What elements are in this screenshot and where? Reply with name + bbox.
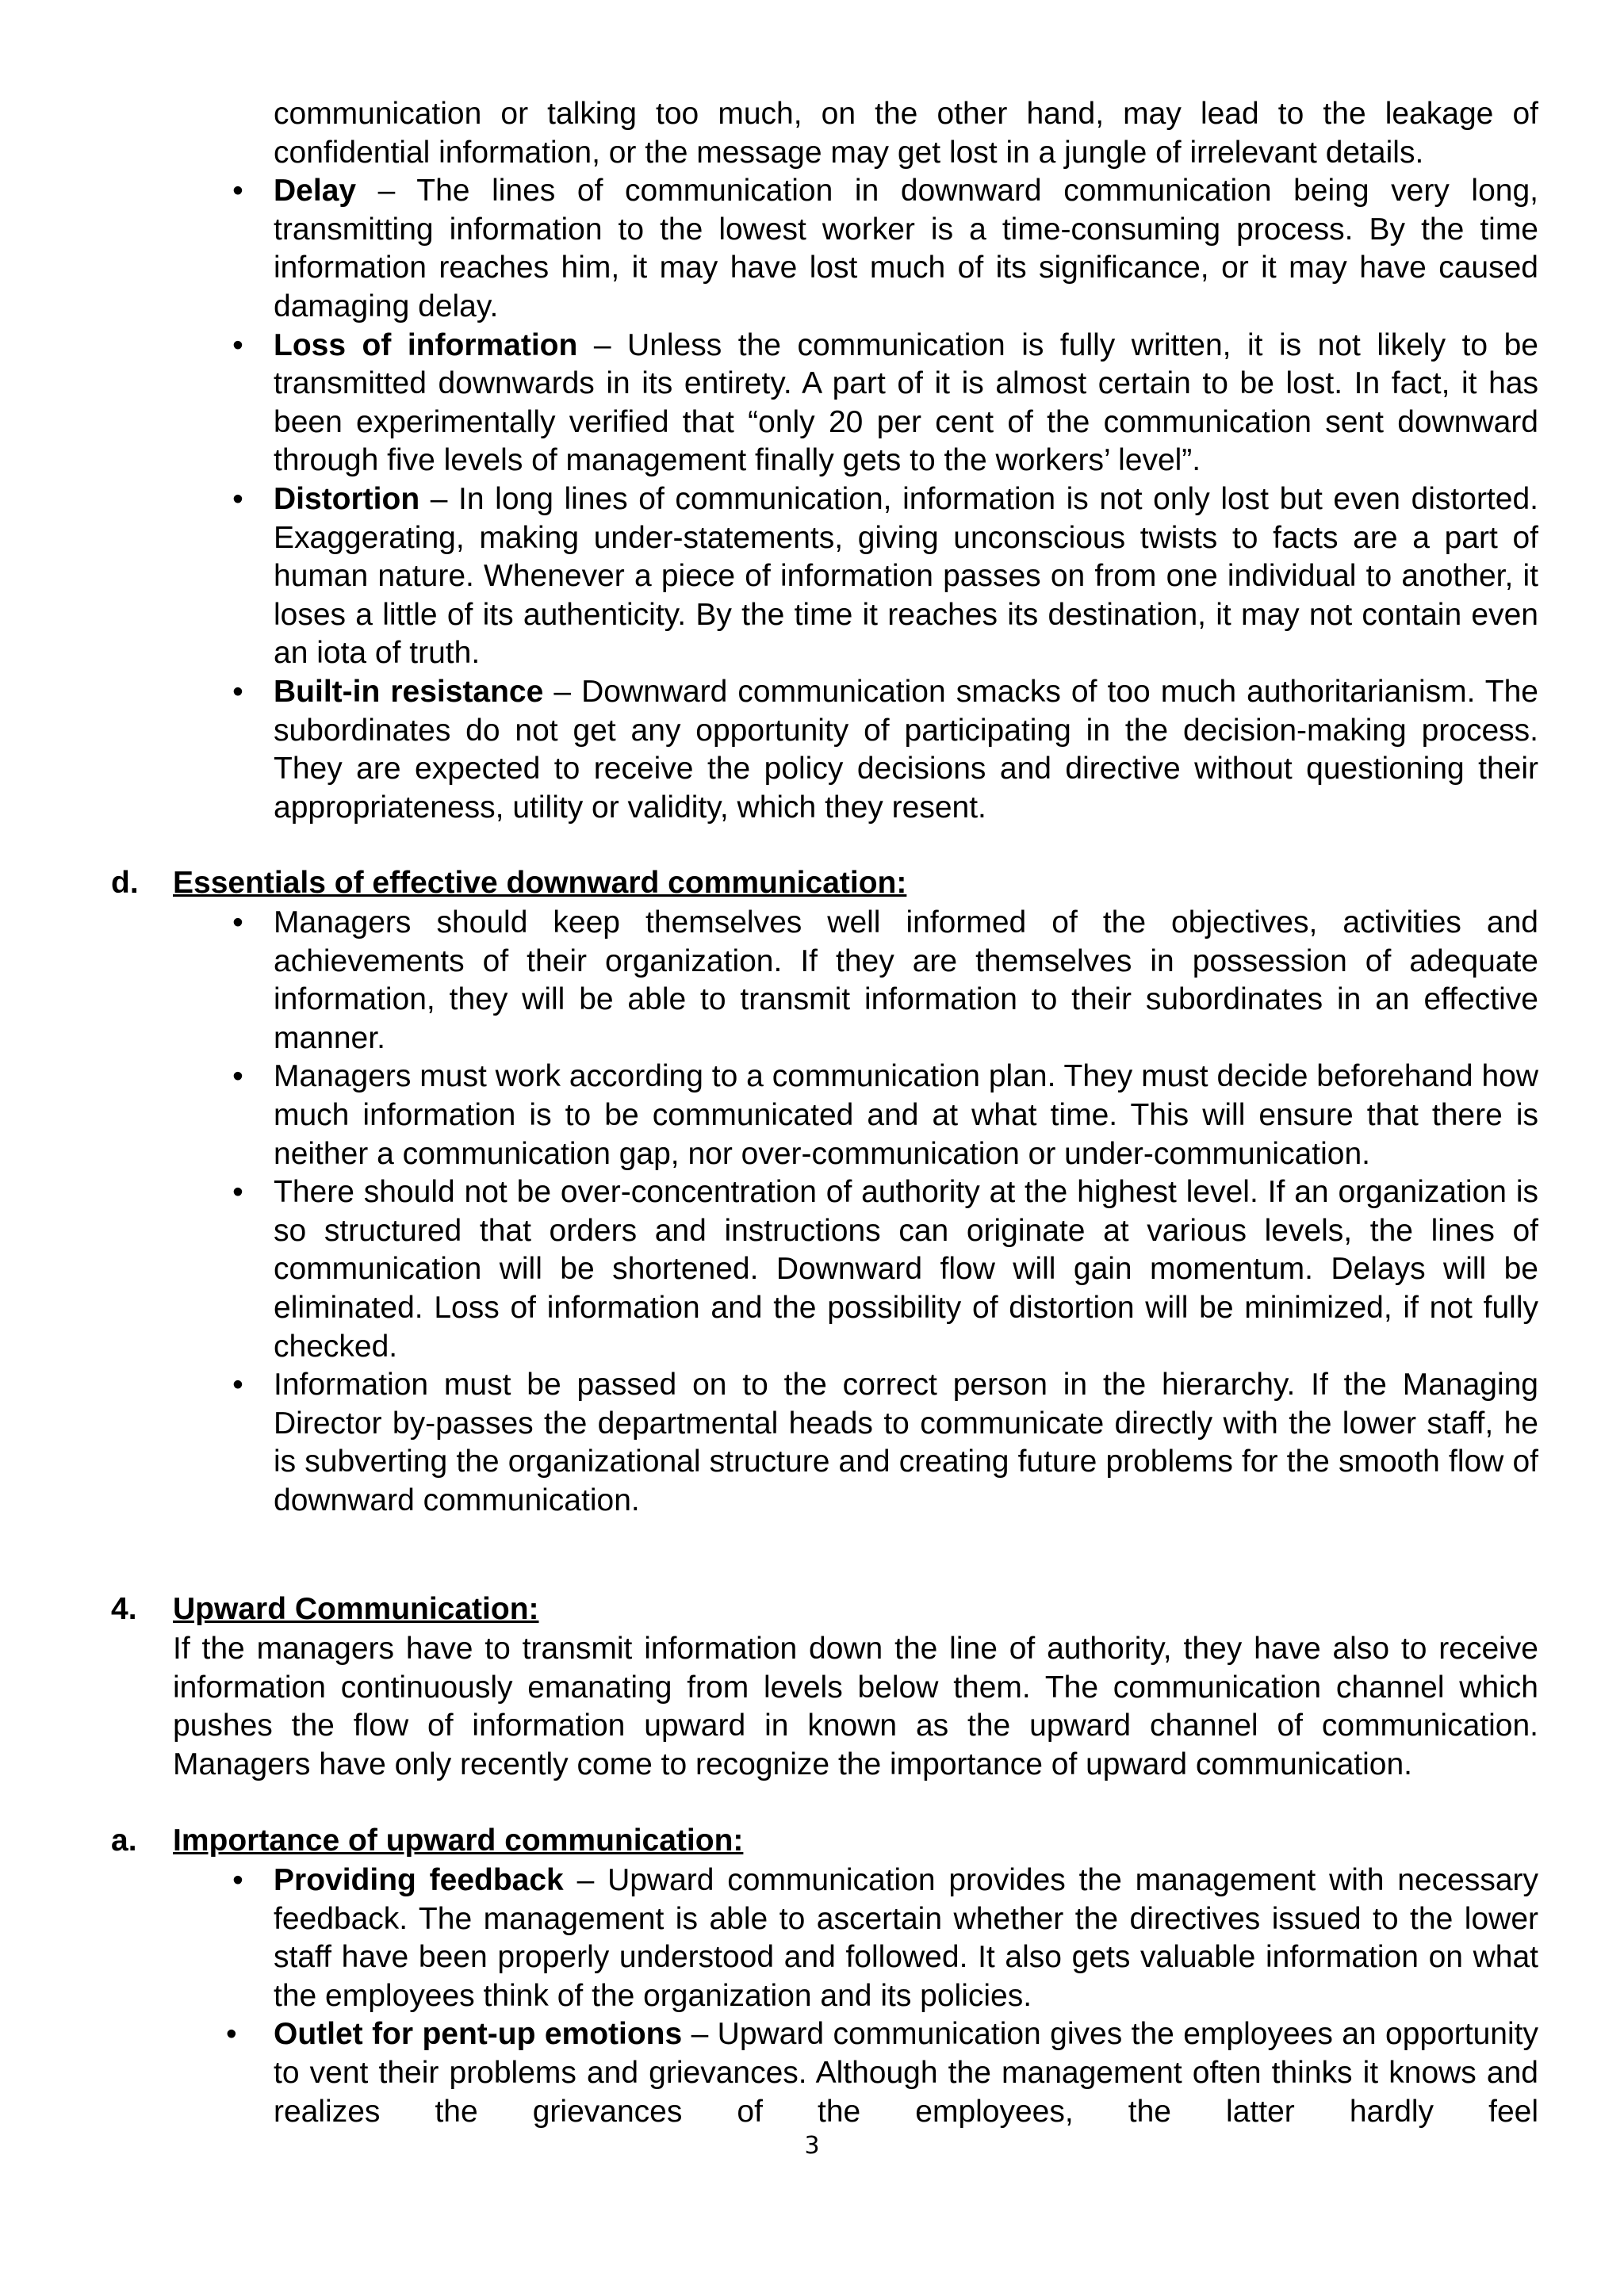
list-item — [232, 1862, 1538, 2015]
item-text: – Unless the communication is fully written, it is not likely to be transmitted downwards in its entirety. A part of it is almost certain to be lost. In fact, it has been experimentally verified that “only 20 per cent of the communication sent downward through five levels of management finally gets to the workers’ level”. — [274, 327, 1538, 478]
bullet-icon: • — [232, 905, 243, 939]
item-text: – In long lines of communication, information is not only lost but even distorted. Exaggerating, making under-statements, giving unconscious twists to facts are a part of human nature. Whenever a piece of information passes on from one individual to another, it loses a little of its authenticity. By the time it reaches its destination, it may not contain even an iota of truth. — [274, 481, 1538, 671]
section-d-content — [232, 904, 1538, 1521]
list-item — [232, 904, 1538, 1058]
section-a-content — [226, 1862, 1538, 2131]
item-title: Built-in resistance — [274, 674, 544, 709]
bullet-icon: • — [232, 1059, 243, 1094]
section-paragraph: If the managers have to transmit information down the line of authority, they have also to receive information continuously emanating from levels below them. The communication channel which pushes the flow of information upward in known as the upward channel of communication. Managers have only recently come to recognize the importance of upward communication. — [173, 1632, 1538, 1781]
bullet-icon: • — [232, 327, 243, 362]
section-4-heading — [111, 1590, 1538, 1628]
section-4-content — [173, 1630, 1538, 1784]
section-d-heading — [111, 864, 1538, 902]
item-text: Managers should keep themselves well informed of the objectives, activities and achievements of their organization. If they are themselves in possession of adequate information, they will be able to transmit information to their subordinates in an effective manner. — [274, 905, 1538, 1055]
list-item — [232, 172, 1538, 326]
list-item — [232, 673, 1539, 827]
section-label: d. — [111, 866, 139, 900]
list-item — [232, 1173, 1538, 1366]
item-title: Outlet for pent-up emotions — [274, 2017, 683, 2052]
top-content — [232, 95, 1539, 827]
section-title: Essentials of effective downward communication: — [173, 866, 907, 900]
problems-list — [232, 172, 1539, 827]
bullet-icon: • — [232, 674, 243, 709]
item-title: Providing feedback — [274, 1863, 564, 1897]
bullet-icon: • — [232, 481, 243, 516]
essentials-list — [232, 904, 1538, 1521]
list-item — [232, 480, 1538, 673]
section-label: a. — [111, 1823, 137, 1858]
list-item — [232, 327, 1538, 480]
intro-continuation: communication or talking too much, on the other hand, may lead to the leakage of confidential information, or the message may get lost in a jungle of irrelevant details. — [274, 97, 1538, 170]
list-item — [232, 1058, 1538, 1173]
page-number: 3 — [804, 2132, 820, 2160]
bullet-icon: • — [226, 2017, 237, 2052]
item-text: There should not be over-concentration of authority at the highest level. If an organization is so structured that orders and instructions can originate at various levels, the lines of communication will be shortened. Downward flow will gain momentum. Delays will be eliminated. Loss of information and the possibility of distortion will be minimized, if not fully checked. — [274, 1175, 1538, 1364]
item-text: – Upward communication gives the employees an opportunity to vent their problems and grievances. Although the management often thinks it knows and realizes the grievances of the employees, the latter hardly feel — [274, 2017, 1538, 2129]
item-title: Loss of information — [274, 327, 578, 362]
item-text: – Downward communication smacks of too much authoritarianism. The subordinates do not get any opportunity of participating in the decision-making process. They are expected to receive the policy decisions and directive without questioning their appropriateness, utility or validity, which they resent. — [274, 674, 1539, 825]
bullet-icon: • — [232, 1175, 243, 1210]
item-text: – Upward communication provides the management with necessary feedback. The management is able to ascertain whether the directives issued to the lower staff have been properly understood and followed. It also gets valuable information on what the employees think of the organization and its policies. — [274, 1863, 1538, 2013]
list-item — [232, 1366, 1538, 1520]
section-label: 4. — [111, 1592, 137, 1626]
item-title: Distortion — [274, 481, 420, 516]
item-text: Managers must work according to a communication plan. They must decide beforehand how much information is to be communicated and at what time. This will ensure that there is neither a communication gap, nor over-communication or under-communication. — [274, 1059, 1538, 1171]
importance-list — [226, 1862, 1538, 2131]
item-text: – The lines of communication in downward communication being very long, transmitting information to the lowest worker is a time-consuming process. By the time information reaches him, it may have lost much of its significance, or it may have caused damaging delay. — [274, 174, 1538, 323]
item-text: Information must be passed on to the correct person in the hierarchy. If the Managing Director by-passes the departmental heads to communicate directly with the lower staff, he is subverting the organizational structure and creating future problems for the smooth flow of downward communication. — [274, 1368, 1538, 1517]
item-title: Delay — [274, 174, 357, 209]
list-item — [226, 2015, 1538, 2131]
section-title: Upward Communication: — [173, 1592, 539, 1626]
section-title: Importance of upward communication: — [173, 1823, 744, 1858]
bullet-icon: • — [232, 1863, 243, 1897]
section-a-heading — [111, 1822, 1538, 1860]
bullet-icon: • — [232, 174, 243, 209]
bullet-icon: • — [232, 1368, 243, 1402]
